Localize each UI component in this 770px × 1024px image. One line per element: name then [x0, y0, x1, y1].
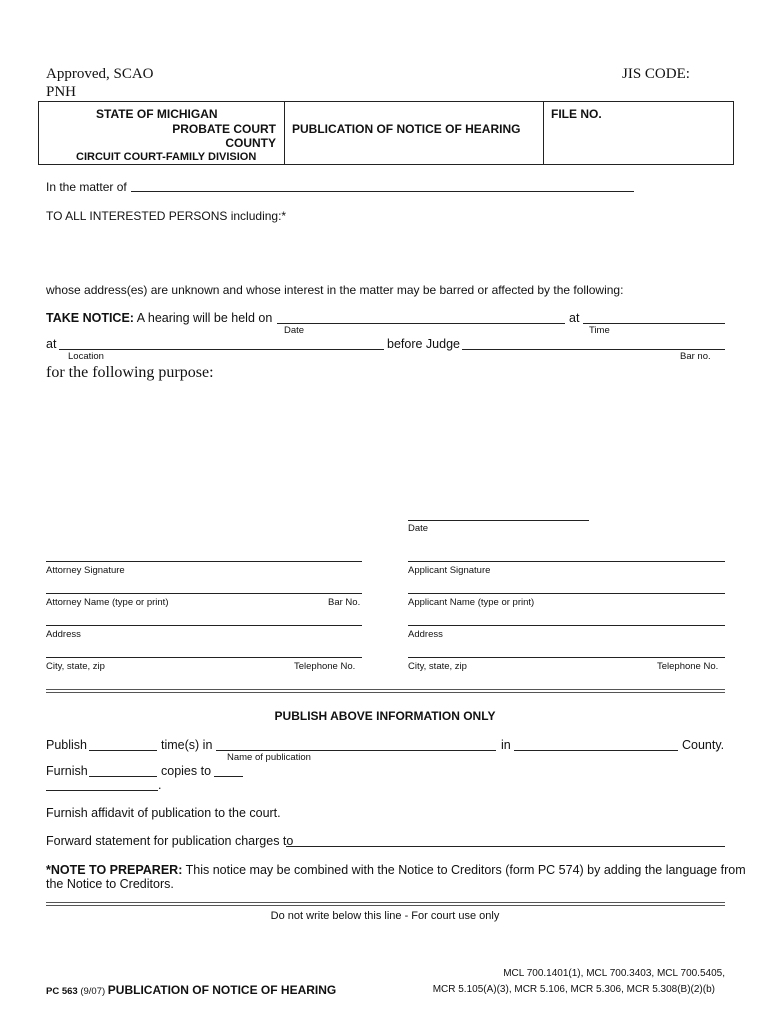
signature-date-field[interactable] — [408, 520, 589, 521]
hearing-date-field[interactable] — [277, 323, 565, 324]
matter-label: In the matter of — [46, 180, 127, 194]
note-text-2: the Notice to Creditors. — [46, 877, 174, 891]
furnish-copies-field[interactable] — [89, 776, 157, 777]
publication-name-caption: Name of publication — [227, 752, 311, 763]
interested-persons-label: TO ALL INTERESTED PERSONS including:* — [46, 209, 287, 223]
forward-label: Forward statement for publication charges to — [46, 834, 294, 848]
file-no-label[interactable]: FILE NO. — [551, 107, 602, 121]
location-caption: Location — [68, 351, 104, 362]
times-in-label: time(s) in — [161, 738, 213, 752]
attorney-name-field[interactable] — [46, 593, 362, 594]
publish-times-field[interactable] — [89, 750, 157, 751]
attorney-address-field[interactable] — [46, 625, 362, 626]
hearing-time-field[interactable] — [583, 323, 725, 324]
county-suffix: County. — [682, 738, 725, 752]
attorney-city-caption: City, state, zip — [46, 661, 105, 672]
copies-to-label: copies to — [161, 764, 212, 778]
applicant-signature-field[interactable] — [408, 561, 725, 562]
take-notice-line — [46, 311, 272, 325]
hearing-text: A hearing will be held on — [136, 311, 273, 325]
form-code: PNH — [46, 84, 77, 100]
publish-heading: PUBLISH ABOVE INFORMATION ONLY — [274, 709, 496, 723]
attorney-bar-no-caption: Bar No. — [328, 597, 361, 608]
footer-form-date: (9/07) — [80, 986, 106, 997]
judge-field[interactable] — [462, 349, 725, 350]
box-divider-2 — [543, 101, 544, 164]
circuit-court-label: CIRCUIT COURT-FAMILY DIVISION — [76, 151, 257, 163]
box-divider-1 — [284, 101, 285, 164]
footer-title: PUBLICATION OF NOTICE OF HEARING — [107, 983, 337, 997]
applicant-name-field[interactable] — [408, 593, 725, 594]
attorney-city-field[interactable] — [46, 657, 362, 658]
matter-field[interactable] — [131, 191, 634, 192]
approved-label: Approved, SCAO — [46, 66, 154, 82]
furnish-label: Furnish — [46, 764, 88, 778]
footer-mcr: MCR 5.105(A)(3), MCR 5.106, MCR 5.306, MCR 5.308(B)(2)(b) — [432, 984, 715, 995]
time-caption: Time — [589, 325, 610, 336]
note-text: This notice may be combined with the Notice to Creditors (form PC 574) by adding the language from — [185, 863, 746, 877]
applicant-telephone-caption: Telephone No. — [657, 661, 719, 672]
county-label: COUNTY — [225, 136, 276, 150]
jis-code-label: JIS CODE: — [622, 66, 690, 82]
publication-county-field[interactable] — [514, 750, 678, 751]
affidavit-text: Furnish affidavit of publication to the court. — [46, 806, 281, 820]
court-use-divider — [46, 902, 725, 906]
at-label-1: at — [569, 311, 580, 325]
publication-name-field[interactable] — [216, 750, 496, 751]
purpose-label: for the following purpose: — [46, 364, 214, 381]
footer-mcl: MCL 700.1401(1), MCL 700.3403, MCL 700.5405, — [503, 968, 725, 979]
form-title: PUBLICATION OF NOTICE OF HEARING — [292, 122, 521, 136]
location-field[interactable] — [59, 349, 384, 350]
date-caption: Date — [284, 325, 305, 336]
section-divider — [46, 689, 725, 693]
attorney-signature-caption: Attorney Signature — [46, 565, 125, 576]
applicant-city-field[interactable] — [408, 657, 725, 658]
applicant-signature-caption: Applicant Signature — [408, 565, 491, 576]
attorney-signature-field[interactable] — [46, 561, 362, 562]
copies-to-field[interactable] — [214, 776, 243, 777]
whose-address-text: whose address(es) are unknown and whose interest in the matter may be barred or affected by the following: — [46, 283, 624, 297]
forward-to-field[interactable] — [286, 846, 725, 847]
before-judge-label: before Judge — [387, 337, 460, 351]
footer-form-id — [46, 983, 336, 997]
copies-to-field-continued[interactable] — [46, 790, 158, 791]
note-label: *NOTE TO PREPARER: — [46, 863, 183, 877]
probate-court-label: PROBATE COURT — [172, 122, 276, 136]
signature-date-caption: Date — [408, 523, 429, 534]
attorney-telephone-caption: Telephone No. — [294, 661, 356, 672]
applicant-city-caption: City, state, zip — [408, 661, 467, 672]
publish-label: Publish — [46, 738, 87, 752]
state-label: STATE OF MICHIGAN — [96, 107, 218, 121]
copies-period: . — [158, 778, 162, 792]
footer-form-number: PC 563 — [46, 986, 78, 997]
attorney-name-caption: Attorney Name (type or print) — [46, 597, 169, 608]
applicant-address-field[interactable] — [408, 625, 725, 626]
bar-no-caption: Bar no. — [680, 351, 711, 362]
take-notice-label: TAKE NOTICE: — [46, 311, 134, 325]
applicant-address-caption: Address — [408, 629, 443, 640]
attorney-address-caption: Address — [46, 629, 81, 640]
in-label: in — [501, 738, 511, 752]
note-line-1 — [46, 863, 746, 877]
at-label-2: at — [46, 337, 57, 351]
applicant-name-caption: Applicant Name (type or print) — [408, 597, 535, 608]
court-use-text: Do not write below this line - For court use only — [270, 910, 500, 922]
